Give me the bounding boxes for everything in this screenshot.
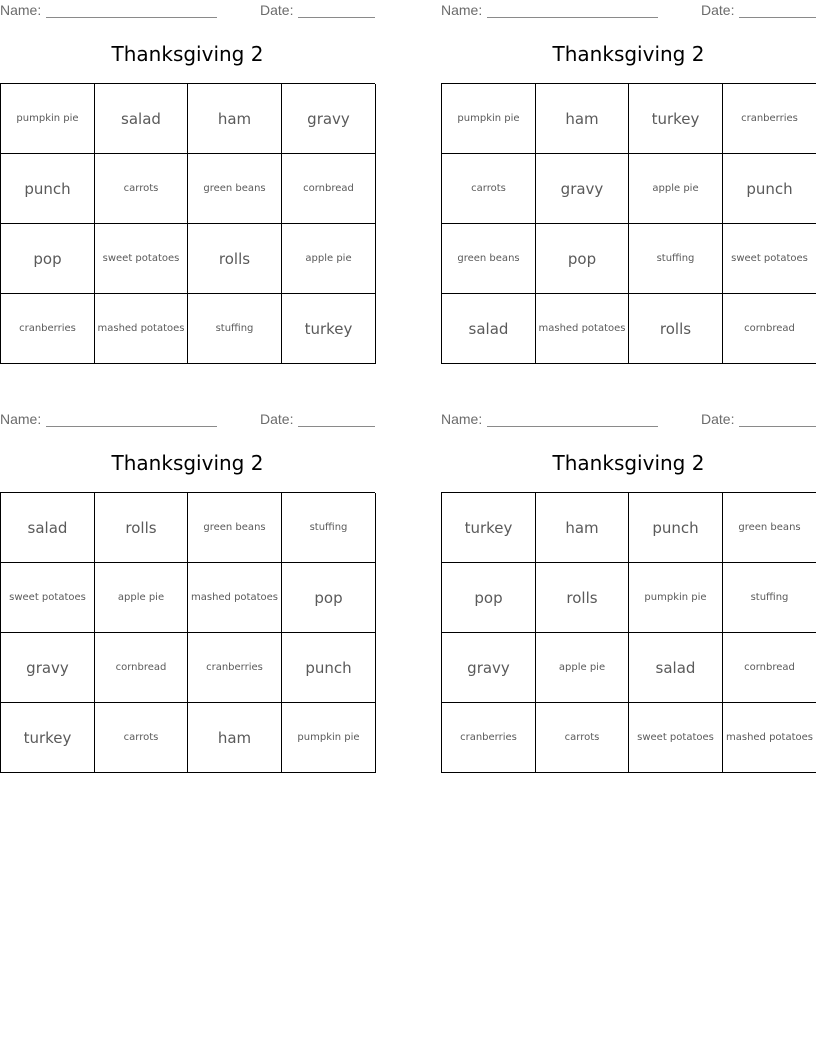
card-title: Thanksgiving 2 [111,42,264,66]
name-label: Name: [0,411,42,427]
bingo-cell: carrots [95,154,188,224]
bingo-cell: carrots [95,703,188,773]
bingo-cell: pop [282,563,376,633]
bingo-cell: salad [95,84,188,154]
bingo-cell: mashed potatoes [723,703,816,773]
bingo-cell: pumpkin pie [629,563,723,633]
bingo-cell: punch [282,633,376,703]
bingo-cell: pop [536,224,629,294]
bingo-cell: stuffing [282,493,376,563]
bingo-cell: salad [1,493,95,563]
bingo-cell: salad [442,294,536,364]
name-blank [46,17,217,18]
bingo-cell: green beans [723,493,816,563]
bingo-cell: turkey [629,84,723,154]
bingo-cell: green beans [188,493,282,563]
bingo-cell: sweet potatoes [1,563,95,633]
bingo-cell: punch [723,154,816,224]
bingo-cell: green beans [442,224,536,294]
bingo-cell: pumpkin pie [442,84,536,154]
bingo-cell: gravy [536,154,629,224]
name-blank [487,17,658,18]
name-blank [487,426,658,427]
bingo-cell: gravy [1,633,95,703]
bingo-grid [0,492,375,773]
bingo-cell: punch [629,493,723,563]
bingo-cell: gravy [442,633,536,703]
bingo-cell: pop [1,224,95,294]
bingo-cell: cornbread [723,294,816,364]
name-label: Name: [441,411,483,427]
bingo-cell: cornbread [95,633,188,703]
bingo-cell: cornbread [282,154,376,224]
bingo-cell: turkey [1,703,95,773]
bingo-cell: ham [536,493,629,563]
bingo-grid [441,492,816,773]
bingo-cell: turkey [442,493,536,563]
date-blank [298,17,375,18]
bingo-cell: cornbread [723,633,816,703]
date-blank [739,426,816,427]
bingo-cell: sweet potatoes [629,703,723,773]
name-date-row [441,411,816,429]
bingo-cell: stuffing [723,563,816,633]
bingo-grid [441,83,816,364]
bingo-cell: ham [536,84,629,154]
bingo-cell: ham [188,84,282,154]
bingo-cell: apple pie [282,224,376,294]
date-blank [739,17,816,18]
bingo-cell: mashed potatoes [188,563,282,633]
bingo-cell: sweet potatoes [95,224,188,294]
bingo-cell: apple pie [629,154,723,224]
card-title: Thanksgiving 2 [111,451,264,475]
bingo-cell: apple pie [95,563,188,633]
name-date-row [0,2,375,20]
date-label: Date: [701,2,735,18]
bingo-cell: carrots [536,703,629,773]
bingo-cell: carrots [442,154,536,224]
bingo-cell: salad [629,633,723,703]
card-title: Thanksgiving 2 [552,451,705,475]
bingo-cell: cranberries [188,633,282,703]
bingo-cell: gravy [282,84,376,154]
bingo-cell: cranberries [1,294,95,364]
name-date-row [0,411,375,429]
bingo-cell: turkey [282,294,376,364]
name-date-row [441,2,816,20]
bingo-cell: stuffing [188,294,282,364]
bingo-cell: rolls [95,493,188,563]
bingo-cell: pop [442,563,536,633]
bingo-cell: mashed potatoes [536,294,629,364]
name-blank [46,426,217,427]
bingo-cell: mashed potatoes [95,294,188,364]
bingo-cell: pumpkin pie [1,84,95,154]
bingo-grid [0,83,375,364]
bingo-cell: cranberries [442,703,536,773]
bingo-cell: stuffing [629,224,723,294]
date-label: Date: [260,2,294,18]
date-label: Date: [701,411,735,427]
date-label: Date: [260,411,294,427]
bingo-cell: rolls [629,294,723,364]
bingo-cell: pumpkin pie [282,703,376,773]
bingo-cell: apple pie [536,633,629,703]
name-label: Name: [441,2,483,18]
name-label: Name: [0,2,42,18]
bingo-cell: rolls [536,563,629,633]
bingo-cell: green beans [188,154,282,224]
bingo-cell: rolls [188,224,282,294]
bingo-cell: cranberries [723,84,816,154]
date-blank [298,426,375,427]
bingo-cell: ham [188,703,282,773]
card-title: Thanksgiving 2 [552,42,705,66]
bingo-cell: sweet potatoes [723,224,816,294]
bingo-cell: punch [1,154,95,224]
